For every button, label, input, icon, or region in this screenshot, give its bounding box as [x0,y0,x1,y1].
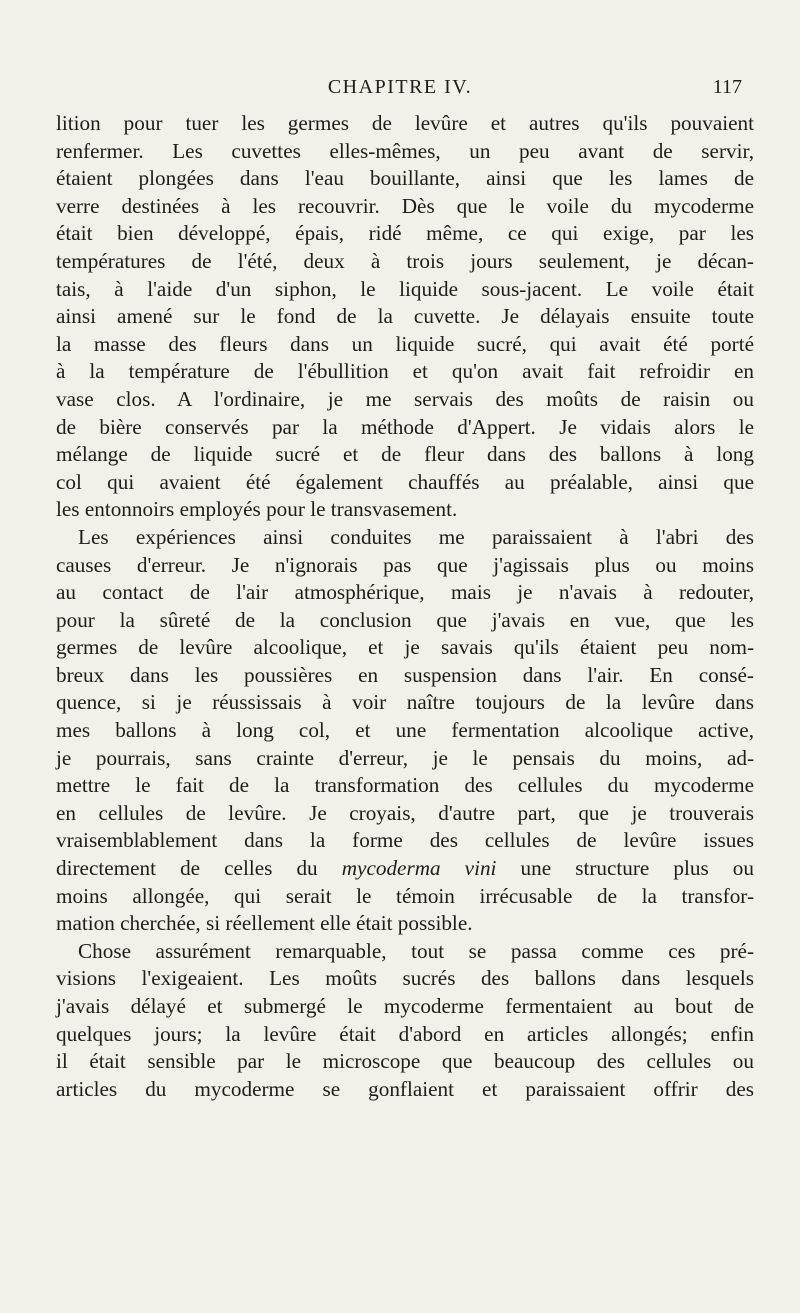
text-line: renfermer. Les cuvettes elles-mêmes, un peu avant de servir, [56,138,754,163]
text-line: causes d'erreur. Je n'ignorais pas que j'agissais plus ou moins [56,552,754,577]
text-line: au contact de l'air atmosphérique, mais je n'avais à redouter, [56,580,754,605]
page-number: 117 [712,76,742,98]
text-line: lition pour tuer les germes de levûre et autres qu'ils pouvaient [56,111,754,135]
text-line: étaient plongées dans l'eau bouillante, ainsi que les lames de [56,166,754,191]
text-line: articles du mycoderme se gonflaient et paraissaient offrir des [56,1076,754,1101]
species-name-italic: mycoderma vini [341,856,497,881]
text-line: quence, si je réussissais à voir naître toujours de la levûre dans [56,690,754,715]
text-line: à la température de l'ébullition et qu'on avait fait refroidir en [56,359,754,384]
text-line: mélange de liquide sucré et de fleur dans des ballons à long [56,442,754,467]
text-line: visions l'exigeaient. Les moûts sucrés des ballons dans lesquels [56,966,754,991]
text-segment: directement de celles du [56,856,342,881]
text-line: ainsi amené sur le fond de la cuvette. Je délayais ensuite toute [56,304,754,329]
text-line: les entonnoirs employés pour le transvasement. [56,497,458,522]
text-line: la masse des fleurs dans un liquide sucré, qui avait été porté [56,331,754,356]
page-header [0,76,800,106]
text-line [56,855,754,883]
text-line: vase clos. A l'ordinaire, je me servais des moûts de raisin ou [56,386,754,411]
text-line: était bien développé, épais, ridé même, ce qui exige, par les [56,221,754,246]
text-line: je pourrais, sans crainte d'erreur, je le pensais du moins, ad- [56,745,754,770]
text-line: de bière conservés par la méthode d'Appert. Je vidais alors le [56,414,754,439]
text-line: mes ballons à long col, et une fermentation alcoolique active, [56,718,754,743]
body-text [56,110,754,1103]
text-line: vraisemblablement dans la forme des cellules de levûre issues [56,828,754,853]
text-line: col qui avaient été également chauffés au préalable, ainsi que [56,469,754,494]
text-line: Chose assurément remarquable, tout se passa comme ces pré- [78,938,754,963]
text-line: germes de levûre alcoolique, et je savais qu'ils étaient peu nom- [56,635,754,660]
text-line: en cellules de levûre. Je croyais, d'autre part, que je trouverais [56,800,754,825]
text-line: quelques jours; la levûre était d'abord en articles allongés; enfin [56,1021,754,1046]
text-line: moins allongée, qui serait le témoin irrécusable de la transfor- [56,883,754,908]
text-line: j'avais délayé et submergé le mycoderme fermentaient au bout de [56,994,754,1018]
text-segment: une structure plus ou [496,856,754,881]
text-line: mettre le fait de la transformation des cellules du mycoderme [56,773,754,798]
text-line: il était sensible par le microscope que beaucoup des cellules ou [56,1049,754,1074]
text-line: verre destinées à les recouvrir. Dès que le voile du mycoderme [56,193,754,218]
text-line: mation cherchée, si réellement elle était possible. [56,911,473,936]
running-title: CHAPITRE IV. [327,76,473,98]
text-line: Les expériences ainsi conduites me paraissaient à l'abri des [78,524,754,549]
text-line: températures de l'été, deux à trois jours seulement, je décan- [56,248,754,273]
text-line: pour la sûreté de la conclusion que j'avais en vue, que les [56,607,754,632]
text-line: breux dans les poussières en suspension dans l'air. En consé- [56,662,754,687]
text-line: tais, à l'aide d'un siphon, le liquide sous-jacent. Le voile était [56,276,754,301]
